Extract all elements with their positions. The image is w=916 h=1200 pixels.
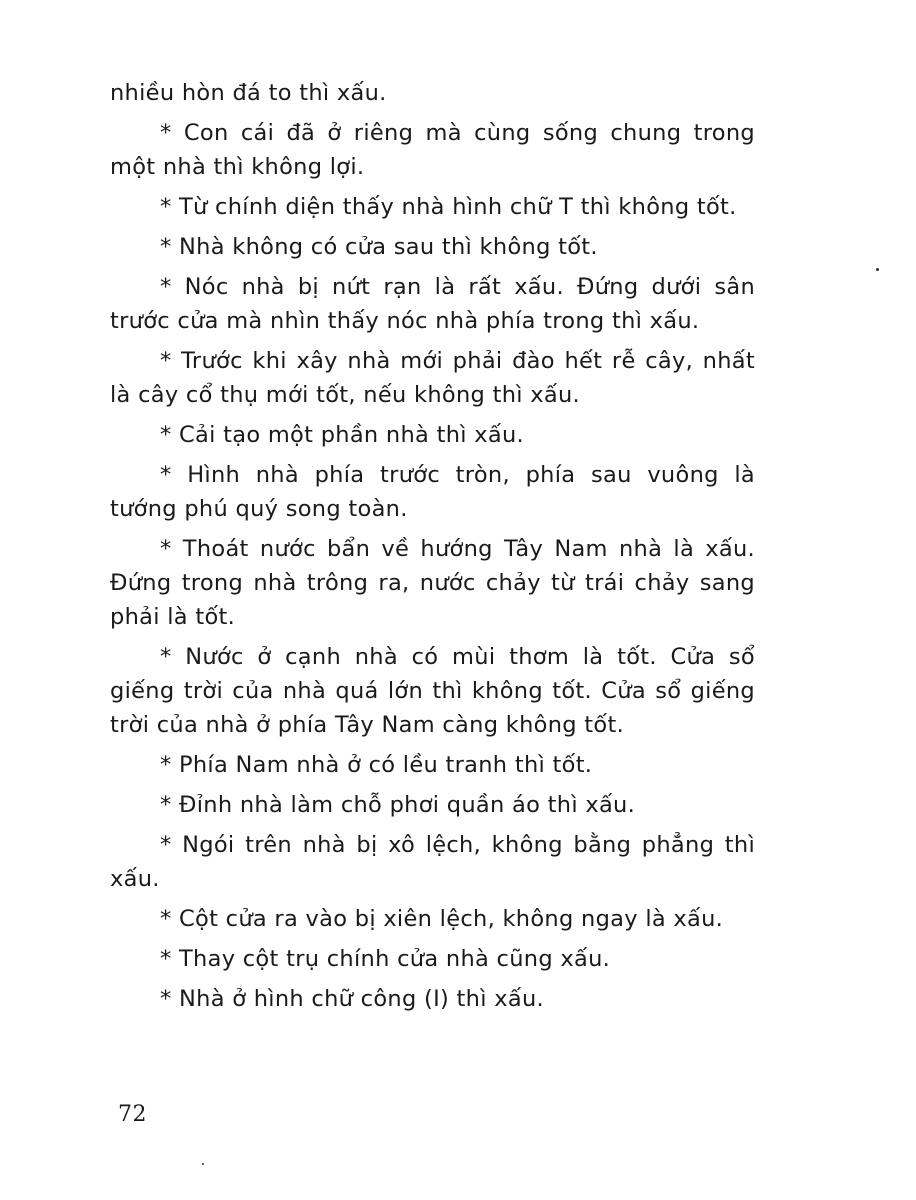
paragraph-rule-t-shape: * Từ chính diện thấy nhà hình chữ T thì không tốt. <box>160 194 737 220</box>
body-text <box>110 76 755 1016</box>
scan-speck <box>876 268 879 271</box>
paragraph-rule-round-square: * Hình nhà phía trước tròn, phía sau vuông là tướng phú quý song toàn. <box>110 462 755 522</box>
paragraph-continuation: nhiều hòn đá to thì xấu. <box>110 80 387 106</box>
paragraph-rule-partial-renovation: * Cải tạo một phần nhà thì xấu. <box>160 422 524 448</box>
paragraph-rule-back-door: * Nhà không có cửa sau thì không tốt. <box>160 234 598 260</box>
paragraph-rule-tree-roots: * Trước khi xây nhà mới phải đào hết rễ cây, nhất là cây cổ thụ mới tốt, nếu không thì xấu. <box>110 348 755 408</box>
paragraph-rule-roof-tiles: * Ngói trên nhà bị xô lệch, không bằng phẳng thì xấu. <box>110 832 755 892</box>
paragraph-rule-replace-pillar: * Thay cột trụ chính cửa nhà cũng xấu. <box>160 946 611 972</box>
paragraph-rule-drying-clothes: * Đỉnh nhà làm chỗ phơi quần áo thì xấu. <box>160 792 636 818</box>
scan-speck <box>202 1163 204 1165</box>
paragraph-rule-separate-children: * Con cái đã ở riêng mà cùng sống chung trong một nhà thì không lợi. <box>110 120 755 180</box>
paragraph-rule-i-shape: * Nhà ở hình chữ công (I) thì xấu. <box>160 986 544 1012</box>
paragraph-rule-thatched-hut: * Phía Nam nhà ở có lều tranh thì tốt. <box>160 752 593 778</box>
page-number: 72 <box>118 1102 147 1127</box>
paragraph-rule-door-column: * Cột cửa ra vào bị xiên lệch, không ngay là xấu. <box>160 906 724 932</box>
paragraph-rule-cracked-roof: * Nóc nhà bị nứt rạn là rất xấu. Đứng dưới sân trước cửa mà nhìn thấy nóc nhà phía trong thì xấu. <box>110 274 755 334</box>
paragraph-rule-drainage: * Thoát nước bẩn về hướng Tây Nam nhà là xấu. Đứng trong nhà trông ra, nước chảy từ trái chảy sang phải là tốt. <box>110 536 755 630</box>
paragraph-rule-fragrant-water: * Nước ở cạnh nhà có mùi thơm là tốt. Cửa sổ giếng trời của nhà quá lớn thì không tốt. Cửa sổ giếng trời của nhà ở phía Tây Nam càng không tốt. <box>110 644 755 738</box>
